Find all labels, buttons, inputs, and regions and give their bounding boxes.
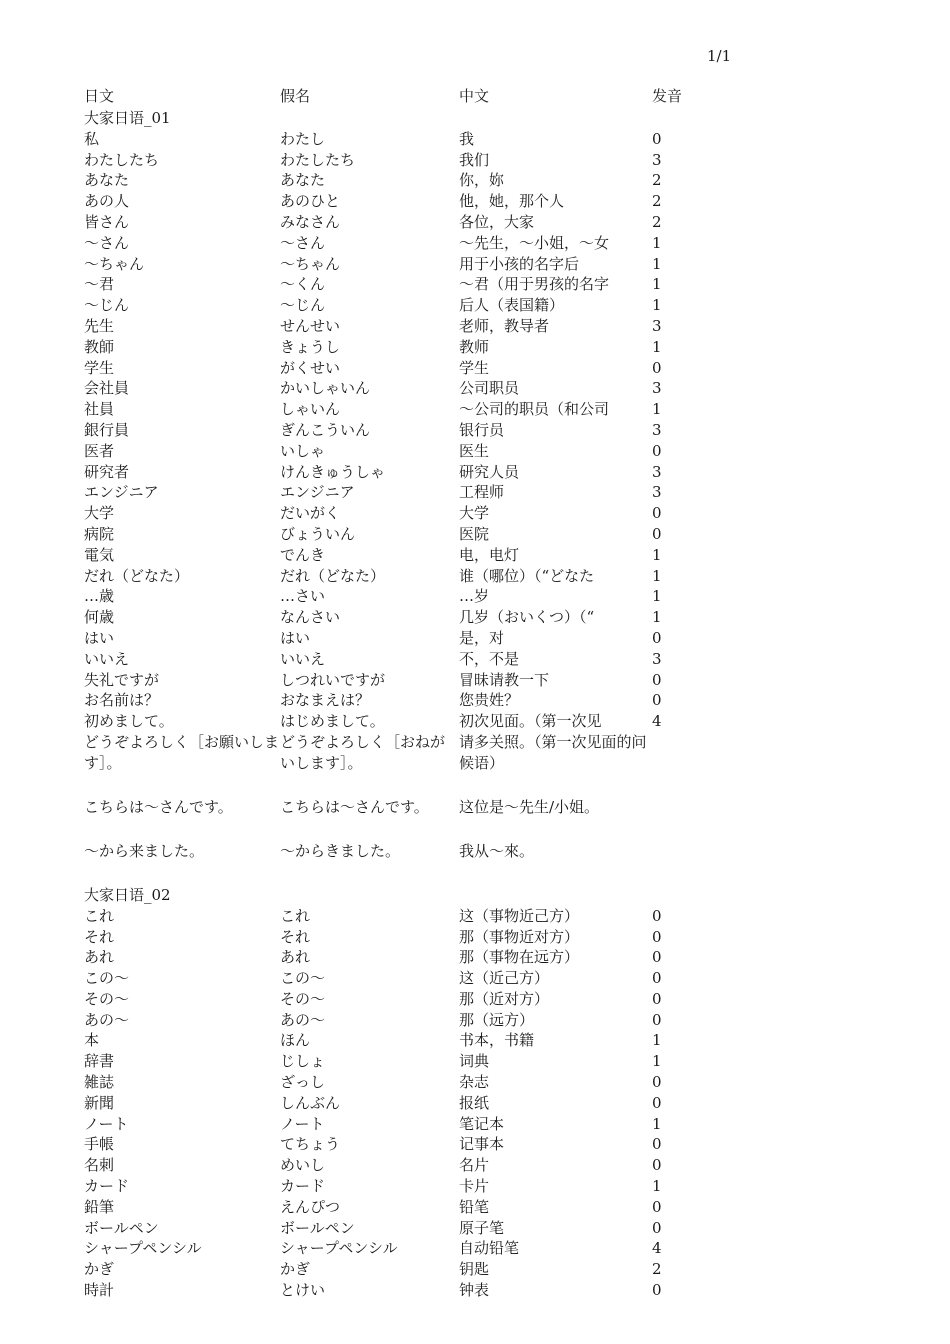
kana-cell: シャープペンシル <box>280 1239 398 1258</box>
header-kana: 假名 <box>280 87 311 105</box>
japanese-cell: 鉛筆 <box>84 1197 115 1216</box>
kana-cell: エンジニア <box>280 483 355 502</box>
kana-cell: せんせい <box>280 316 341 335</box>
chinese-cell: 冒昧请教一下 <box>459 670 550 689</box>
chinese-cell: 那（近对方） <box>459 989 550 1008</box>
kana-cell: でんき <box>280 545 326 564</box>
chinese-cell: 原子笔 <box>459 1218 505 1237</box>
japanese-cell: 名刺 <box>84 1156 115 1175</box>
chinese-cell: 医院 <box>459 524 490 543</box>
chinese-cell: 书本，书籍 <box>459 1031 535 1050</box>
japanese-cell: 辞書 <box>84 1052 115 1071</box>
accent-cell: 0 <box>652 691 662 710</box>
chinese-cell: 老师，教导者 <box>459 316 550 335</box>
kana-cell: その～ <box>280 989 326 1008</box>
accent-cell: 0 <box>652 927 662 946</box>
kana-cell: いしゃ <box>280 441 326 460</box>
accent-cell: 0 <box>652 1218 662 1237</box>
chinese-cell: 我们 <box>459 150 490 169</box>
chinese-cell: 各位，大家 <box>459 212 535 231</box>
table-row <box>84 927 744 948</box>
table-row <box>84 732 744 797</box>
chinese-cell: 词典 <box>459 1052 490 1071</box>
accent-cell: 3 <box>652 483 662 502</box>
table-row <box>84 441 744 462</box>
table-row <box>84 1072 744 1093</box>
accent-cell: 0 <box>652 504 662 523</box>
chinese-cell: 钥匙 <box>459 1260 490 1279</box>
kana-cell: あの～ <box>280 1010 326 1029</box>
header-japanese: 日文 <box>84 87 115 105</box>
accent-cell: 4 <box>652 1239 662 1258</box>
japanese-cell: 私 <box>84 129 100 148</box>
table-row <box>84 129 744 150</box>
accent-cell: 2 <box>652 171 662 190</box>
chinese-cell: 杂志 <box>459 1073 490 1092</box>
accent-cell: 1 <box>652 587 662 606</box>
chinese-cell: 您贵姓？ <box>459 691 520 710</box>
japanese-cell: 皆さん <box>84 212 130 231</box>
chinese-cell: 不，不是 <box>459 649 520 668</box>
accent-cell: 1 <box>652 254 662 273</box>
accent-cell: 1 <box>652 1177 662 1196</box>
table-row <box>84 316 744 337</box>
kana-cell: はい <box>280 628 311 647</box>
chinese-cell: 几岁（おいくつ）（“ <box>459 608 595 627</box>
chinese-cell: 那（远方） <box>459 1010 535 1029</box>
kana-cell: じしょ <box>280 1052 326 1071</box>
kana-cell: わたしたち <box>280 150 356 169</box>
chinese-cell: 大学 <box>459 504 490 523</box>
accent-cell: 3 <box>652 379 662 398</box>
chinese-cell: 笔记本 <box>459 1114 505 1133</box>
accent-cell: 1 <box>652 1114 662 1133</box>
accent-cell: 0 <box>652 1073 662 1092</box>
table-row <box>84 1093 744 1114</box>
japanese-cell: ノート <box>84 1114 129 1133</box>
lesson-1-table <box>84 129 744 732</box>
japanese-cell: 新聞 <box>84 1093 115 1112</box>
accent-cell: 3 <box>652 462 662 481</box>
accent-cell: 1 <box>652 296 662 315</box>
table-row <box>84 711 744 732</box>
kana-cell: あれ <box>280 948 311 967</box>
japanese-cell: 医者 <box>84 441 115 460</box>
chinese-cell: 公司职员 <box>459 379 520 398</box>
table-row <box>84 1176 744 1197</box>
table-row <box>84 586 744 607</box>
vocabulary-sheet <box>84 84 744 1301</box>
japanese-cell: ～君 <box>84 275 115 294</box>
kana-cell: ノート <box>280 1114 325 1133</box>
accent-cell: 0 <box>652 989 662 1008</box>
kana-cell: ほん <box>280 1031 311 1050</box>
chinese-cell: 我 <box>459 129 475 148</box>
kana-cell: しんぶん <box>280 1093 341 1112</box>
japanese-cell: ～さん <box>84 233 130 252</box>
table-row <box>84 420 744 441</box>
japanese-cell: ～から来ました。 <box>84 841 205 860</box>
accent-cell: 1 <box>652 337 662 356</box>
accent-cell: 0 <box>652 1156 662 1175</box>
accent-cell: 0 <box>652 670 662 689</box>
section-title-row <box>84 108 744 129</box>
lesson-2-title: 大家日语_02 <box>84 885 171 904</box>
chinese-cell: 这（近己方） <box>459 969 550 988</box>
japanese-cell: 大学 <box>84 504 115 523</box>
kana-cell: …さい <box>280 587 326 606</box>
table-row <box>84 1238 744 1259</box>
japanese-cell: こちらは～さんです。 <box>84 797 233 816</box>
table-row <box>84 212 744 233</box>
header-row <box>84 84 744 108</box>
accent-cell: 0 <box>652 441 662 460</box>
kana-cell: それ <box>280 927 311 946</box>
japanese-cell: わたしたち <box>84 150 160 169</box>
table-row <box>84 628 744 649</box>
table-row <box>84 1155 744 1176</box>
chinese-cell: 医生 <box>459 441 490 460</box>
accent-cell: 0 <box>652 358 662 377</box>
japanese-cell: あなた <box>84 171 130 190</box>
japanese-cell: ～ちゃん <box>84 254 145 273</box>
table-row <box>84 295 744 316</box>
kana-cell: めいし <box>280 1156 326 1175</box>
table-row <box>84 150 744 171</box>
chinese-cell: 自动铅笔 <box>459 1239 520 1258</box>
kana-cell: びょういん <box>280 524 356 543</box>
table-row <box>84 1197 744 1218</box>
accent-cell: 1 <box>652 233 662 252</box>
japanese-cell: この～ <box>84 969 130 988</box>
chinese-cell: 是，对 <box>459 628 505 647</box>
accent-cell: 0 <box>652 969 662 988</box>
japanese-cell: はい <box>84 628 115 647</box>
table-row <box>84 545 744 566</box>
japanese-cell: 研究者 <box>84 462 130 481</box>
table-row <box>84 797 744 841</box>
chinese-cell: 银行员 <box>459 420 505 439</box>
kana-cell: ざっし <box>280 1073 326 1092</box>
japanese-cell: 雑誌 <box>84 1073 115 1092</box>
chinese-cell: 记事本 <box>459 1135 505 1154</box>
japanese-cell: 本 <box>84 1031 100 1050</box>
table-row <box>84 1030 744 1051</box>
japanese-cell: 学生 <box>84 358 115 377</box>
chinese-cell: 工程师 <box>459 483 505 502</box>
japanese-cell: あの～ <box>84 1010 130 1029</box>
header-chinese: 中文 <box>459 87 490 105</box>
kana-cell: この～ <box>280 969 326 988</box>
chinese-cell: 我从～來。 <box>459 841 535 860</box>
chinese-cell: 那（事物近对方） <box>459 927 580 946</box>
kana-cell: どうぞよろしく［おねがいします］。 <box>280 732 446 772</box>
table-row <box>84 233 744 254</box>
japanese-cell: 電気 <box>84 545 115 564</box>
kana-cell: あなた <box>280 171 326 190</box>
accent-cell: 2 <box>652 1260 662 1279</box>
japanese-cell: 社員 <box>84 400 115 419</box>
accent-cell: 2 <box>652 192 662 211</box>
table-row <box>84 1010 744 1031</box>
japanese-cell: 会社員 <box>84 379 130 398</box>
kana-cell: ～さん <box>280 233 326 252</box>
kana-cell: とけい <box>280 1281 326 1300</box>
table-row <box>84 462 744 483</box>
japanese-cell: ボールペン <box>84 1218 159 1237</box>
table-row <box>84 170 744 191</box>
chinese-cell: 钟表 <box>459 1281 490 1300</box>
accent-cell: 0 <box>652 1135 662 1154</box>
accent-cell: 1 <box>652 400 662 419</box>
kana-cell: いいえ <box>280 649 326 668</box>
page-number: 1/1 <box>707 47 732 65</box>
kana-cell: これ <box>280 906 311 925</box>
accent-cell: 0 <box>652 1010 662 1029</box>
kana-cell: ～くん <box>280 275 326 294</box>
kana-cell: えんぴつ <box>280 1197 341 1216</box>
kana-cell: しゃいん <box>280 400 341 419</box>
kana-cell: ～ちゃん <box>280 254 341 273</box>
accent-cell: 1 <box>652 608 662 627</box>
table-row <box>84 399 744 420</box>
chinese-cell: ～先生，～小姐，～女 <box>459 233 610 252</box>
japanese-cell: シャープペンシル <box>84 1239 202 1258</box>
japanese-cell: どうぞよろしく［お願いします］。 <box>84 732 280 772</box>
table-row <box>84 1218 744 1239</box>
chinese-cell: 这（事物近己方） <box>459 906 580 925</box>
table-row <box>84 841 744 885</box>
kana-cell: はじめまして。 <box>280 712 385 731</box>
table-row <box>84 690 744 711</box>
chinese-cell: ～君（用于男孩的名字 <box>459 275 610 294</box>
accent-cell: 3 <box>652 420 662 439</box>
table-row <box>84 906 744 927</box>
table-row <box>84 1051 744 1072</box>
japanese-cell: 時計 <box>84 1281 115 1300</box>
kana-cell: ～からきました。 <box>280 841 401 860</box>
kana-cell: みなさん <box>280 212 341 231</box>
kana-cell: かいしゃいん <box>280 379 371 398</box>
table-row <box>84 378 744 399</box>
chinese-cell: 用于小孩的名字后 <box>459 254 580 273</box>
chinese-cell: 教师 <box>459 337 490 356</box>
table-row <box>84 989 744 1010</box>
japanese-cell: 銀行員 <box>84 420 130 439</box>
table-row <box>84 947 744 968</box>
table-row <box>84 968 744 989</box>
japanese-cell: あれ <box>84 948 115 967</box>
accent-cell: 0 <box>652 628 662 647</box>
japanese-cell: いいえ <box>84 649 130 668</box>
kana-cell: こちらは～さんです。 <box>280 797 429 816</box>
japanese-cell: その～ <box>84 989 130 1008</box>
chinese-cell: 电，电灯 <box>459 545 520 564</box>
accent-cell: 0 <box>652 948 662 967</box>
table-row <box>84 566 744 587</box>
kana-cell: あのひと <box>280 192 341 211</box>
table-row <box>84 670 744 691</box>
lesson-1-title: 大家日语_01 <box>84 109 171 127</box>
accent-cell: 1 <box>652 545 662 564</box>
kana-cell: けんきゅうしゃ <box>280 462 386 481</box>
accent-cell: 1 <box>652 1031 662 1050</box>
kana-cell: ボールペン <box>280 1218 355 1237</box>
japanese-cell: 失礼ですが <box>84 670 160 689</box>
table-row <box>84 191 744 212</box>
lesson-2-table <box>84 906 744 1301</box>
accent-cell: 0 <box>652 1281 662 1300</box>
accent-cell: 4 <box>652 712 662 731</box>
japanese-cell: 先生 <box>84 316 115 335</box>
chinese-cell: 研究人员 <box>459 462 520 481</box>
kana-cell: だいがく <box>280 504 341 523</box>
accent-cell: 0 <box>652 129 662 148</box>
japanese-cell: 病院 <box>84 524 115 543</box>
accent-cell: 2 <box>652 212 662 231</box>
table-row <box>84 337 744 358</box>
accent-cell: 0 <box>652 524 662 543</box>
chinese-cell: 初次见面。（第一次见 <box>459 712 602 731</box>
japanese-cell: それ <box>84 927 115 946</box>
japanese-cell: 教師 <box>84 337 115 356</box>
kana-cell: しつれいですが <box>280 670 386 689</box>
japanese-cell: …歳 <box>84 587 115 606</box>
kana-cell: ～じん <box>280 296 326 315</box>
accent-cell: 0 <box>652 906 662 925</box>
accent-cell: 0 <box>652 1197 662 1216</box>
accent-cell: 1 <box>652 566 662 585</box>
kana-cell: なんさい <box>280 608 341 627</box>
table-row <box>84 607 744 628</box>
chinese-cell: 卡片 <box>459 1177 490 1196</box>
japanese-cell: ～じん <box>84 296 130 315</box>
japanese-cell: 初めまして。 <box>84 712 174 731</box>
chinese-cell: 那（事物在远方） <box>459 948 580 967</box>
table-row <box>84 254 744 275</box>
header-accent: 发音 <box>652 87 683 105</box>
japanese-cell: これ <box>84 906 115 925</box>
accent-cell: 3 <box>652 316 662 335</box>
table-row <box>84 358 744 379</box>
kana-cell: ぎんこういん <box>280 420 371 439</box>
accent-cell: 1 <box>652 275 662 294</box>
table-row <box>84 274 744 295</box>
chinese-cell: 你，妳 <box>459 171 505 190</box>
table-row <box>84 1280 744 1301</box>
japanese-cell: だれ（どなた） <box>84 566 190 585</box>
section-title-row <box>84 885 744 906</box>
chinese-cell: 学生 <box>459 358 490 377</box>
chinese-cell: …岁 <box>459 587 490 606</box>
kana-cell: かぎ <box>280 1260 311 1279</box>
kana-cell: きょうし <box>280 337 341 356</box>
japanese-cell: かぎ <box>84 1260 115 1279</box>
japanese-cell: エンジニア <box>84 483 159 502</box>
kana-cell: わたし <box>280 129 326 148</box>
japanese-cell: カード <box>84 1177 130 1196</box>
accent-cell: 3 <box>652 649 662 668</box>
chinese-cell: ～公司的职员（和公司 <box>459 400 610 419</box>
japanese-cell: 何歳 <box>84 608 115 627</box>
chinese-cell: 报纸 <box>459 1093 490 1112</box>
chinese-cell: 这位是～先生/小姐。 <box>459 797 600 816</box>
kana-cell: てちょう <box>280 1135 341 1154</box>
chinese-cell: 后人（表国籍） <box>459 296 565 315</box>
kana-cell: がくせい <box>280 358 341 377</box>
kana-cell: だれ（どなた） <box>280 566 386 585</box>
accent-cell: 0 <box>652 1093 662 1112</box>
accent-cell: 1 <box>652 1052 662 1071</box>
chinese-cell: 铅笔 <box>459 1197 490 1216</box>
table-row <box>84 1259 744 1280</box>
kana-cell: カード <box>280 1177 326 1196</box>
chinese-cell: 名片 <box>459 1156 490 1175</box>
japanese-cell: 手帳 <box>84 1135 115 1154</box>
table-row <box>84 1114 744 1135</box>
table-row <box>84 1134 744 1155</box>
table-row <box>84 503 744 524</box>
chinese-cell: 请多关照。（第一次见面的问候语） <box>459 732 647 772</box>
japanese-cell: あの人 <box>84 192 130 211</box>
table-row <box>84 482 744 503</box>
chinese-cell: 谁（哪位）（“どなた <box>459 566 595 585</box>
table-row <box>84 524 744 545</box>
japanese-cell: お名前は？ <box>84 691 160 710</box>
table-row <box>84 649 744 670</box>
kana-cell: おなまえは？ <box>280 691 371 710</box>
accent-cell: 3 <box>652 150 662 169</box>
chinese-cell: 他，她，那个人 <box>459 192 565 211</box>
